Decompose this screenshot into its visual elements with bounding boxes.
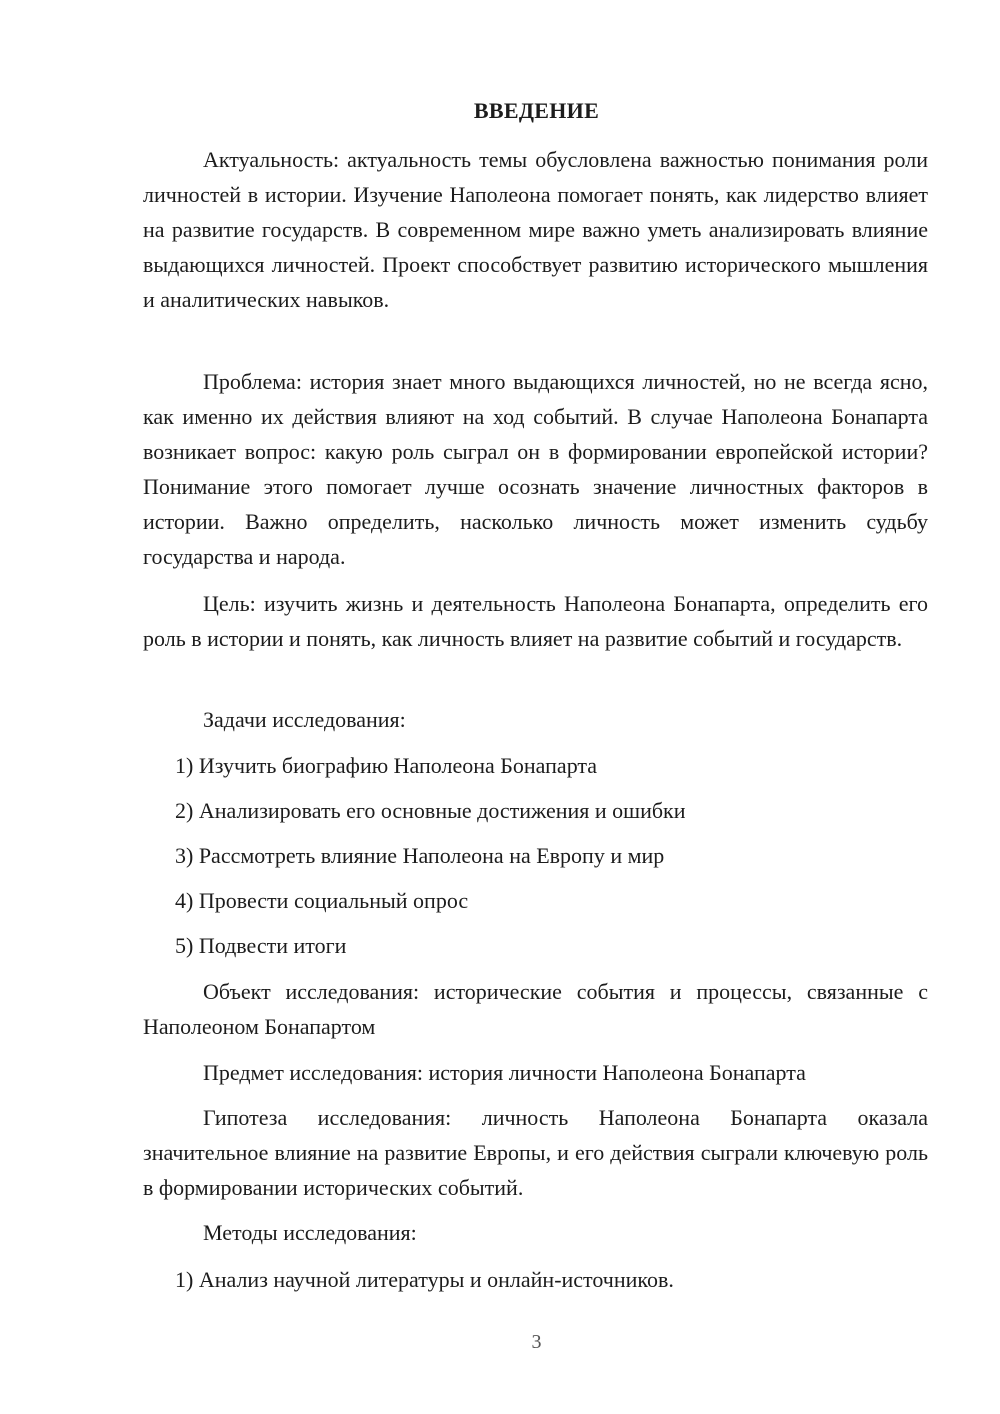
methods-heading: Методы исследования: <box>203 1220 417 1245</box>
method-item-1: 1) Анализ научной литературы и онлайн-источников. <box>175 1267 674 1292</box>
paragraph-relevance: Актуальность: актуальность темы обусловлена важностью понимания роли личностей в истории. Изучение Наполеона помогает понять, как лидерство влияет на развитие государств. В современном мире важно уметь анализировать влияние выдающихся личностей. Проект способствует развитию исторического мышления и аналитических навыков. <box>143 147 928 312</box>
page-number: 3 <box>531 1331 542 1353</box>
paragraph-subject: Предмет исследования: история личности Наполеона Бонапарта <box>203 1060 806 1085</box>
task-item-2: 2) Анализировать его основные достижения и ошибки <box>175 798 686 823</box>
paragraph-hypothesis: Гипотеза исследования: личность Наполеона Бонапарта оказала значительное влияние на развитие Европы, и его действия сыграли ключевую роль в формировании исторических событий. <box>143 1105 928 1200</box>
task-item-5: 5) Подвести итоги <box>175 933 347 958</box>
paragraph-object: Объект исследования: исторические события и процессы, связанные с Наполеоном Бонапартом <box>143 979 928 1039</box>
task-item-1: 1) Изучить биографию Наполеона Бонапарта <box>175 753 598 778</box>
section-title: ВВЕДЕНИЕ <box>473 98 600 123</box>
paragraph-problem: Проблема: история знает много выдающихся личностей, но не всегда ясно, как именно их действия влияют на ход событий. В случае Наполеона Бонапарта возникает вопрос: какую роль сыграл он в формировании европейской истории? Понимание этого помогает лучше осознать значение личностных факторов в истории. Важно определить, насколько личность может изменить судьбу государства и народа. <box>143 369 928 569</box>
task-item-4: 4) Провести социальный опрос <box>175 888 469 913</box>
task-item-3: 3) Рассмотреть влияние Наполеона на Европу и мир <box>175 843 665 868</box>
paragraph-goal: Цель: изучить жизнь и деятельность Наполеона Бонапарта, определить его роль в истории и понять, как личность влияет на развитие событий и государств. <box>143 591 928 651</box>
tasks-heading: Задачи исследования: <box>203 707 406 732</box>
